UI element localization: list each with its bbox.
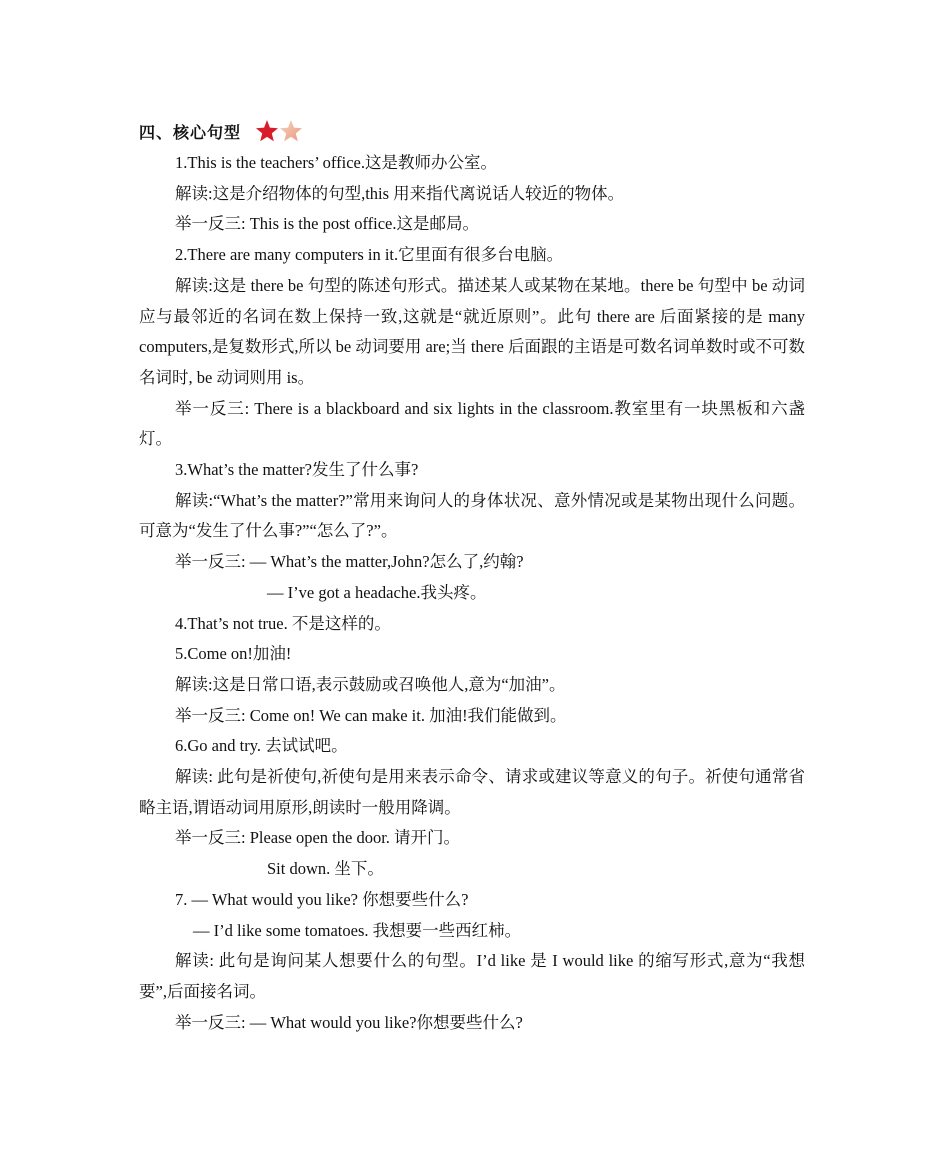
document-page [139,117,805,1038]
example-3-question: 举一反三: — What’s the matter,John?怎么了,约翰? [175,552,524,572]
sentence-2: 2.There are many computers in it.它里面有很多台电脑。 [175,245,564,265]
sentence-6: 6.Go and try. 去试试吧。 [175,736,348,756]
sentence-5: 5.Come on!加油! [175,644,292,664]
example-6-b: Sit down. 坐下。 [267,859,384,879]
explanation-6: 解读: 此句是祈使句,祈使句是用来表示命令、请求或建议等意义的句子。祈使句通常省略主语,谓语动词用原形,朗读时一般用降调。 [139,767,805,817]
two-stars-icon [255,119,303,143]
sentence-3: 3.What’s the matter?发生了什么事? [175,460,419,480]
sentence-4: 4.That’s not true. 不是这样的。 [175,613,391,633]
explanation-7: 解读: 此句是询问某人想要什么的句型。I’d like 是 I would like 的缩写形式,意为“我想要”,后面接名词。 [139,951,805,1001]
explanation-2: 解读:这是 there be 句型的陈述句形式。描述某人或某物在某地。there be 句型中 be 动词应与最邻近的名词在数上保持一致,这就是“就近原则”。此句 there are 后面紧接的是 many computers,是复数形式,所以 be 动词要用 are;当 there 后面跟的主语是可数名词单数时或不可数名词时, be 动词则用 is。 [139,275,805,387]
sentence-7-answer: — I’d like some tomatoes. 我想要一些西红柿。 [193,920,522,940]
star-icon [255,119,279,143]
explanation-5: 解读:这是日常口语,表示鼓励或召唤他人,意为“加油”。 [175,674,566,694]
example-6-a: 举一反三: Please open the door. 请开门。 [175,828,461,848]
star-icon [279,119,303,143]
example-3-answer: — I’ve got a headache.我头疼。 [267,582,487,602]
example-1: 举一反三: This is the post office.这是邮局。 [175,214,480,234]
section-heading [139,117,805,145]
sentence-1: 1.This is the teachers’ office.这是教师办公室。 [175,153,497,172]
section-title: 四、核心句型 [139,124,242,142]
example-7: 举一反三: — What would you like?你想要些什么? [175,1012,523,1032]
explanation-3: 解读:“What’s the matter?”常用来询问人的身体状况、意外情况或是某物出现什么问题。可意为“发生了什么事?”“怎么了?”。 [139,490,805,541]
example-5: 举一反三: Come on! We can make it. 加油!我们能做到。 [175,705,567,725]
sentence-7-question: 7. — What would you like? 你想要些什么? [175,889,469,909]
explanation-1: 解读:这是介绍物体的句型,this 用来指代离说话人较近的物体。 [175,183,625,203]
example-2: 举一反三: There is a blackboard and six lights in the classroom.教室里有一块黑板和六盏灯。 [139,398,805,449]
